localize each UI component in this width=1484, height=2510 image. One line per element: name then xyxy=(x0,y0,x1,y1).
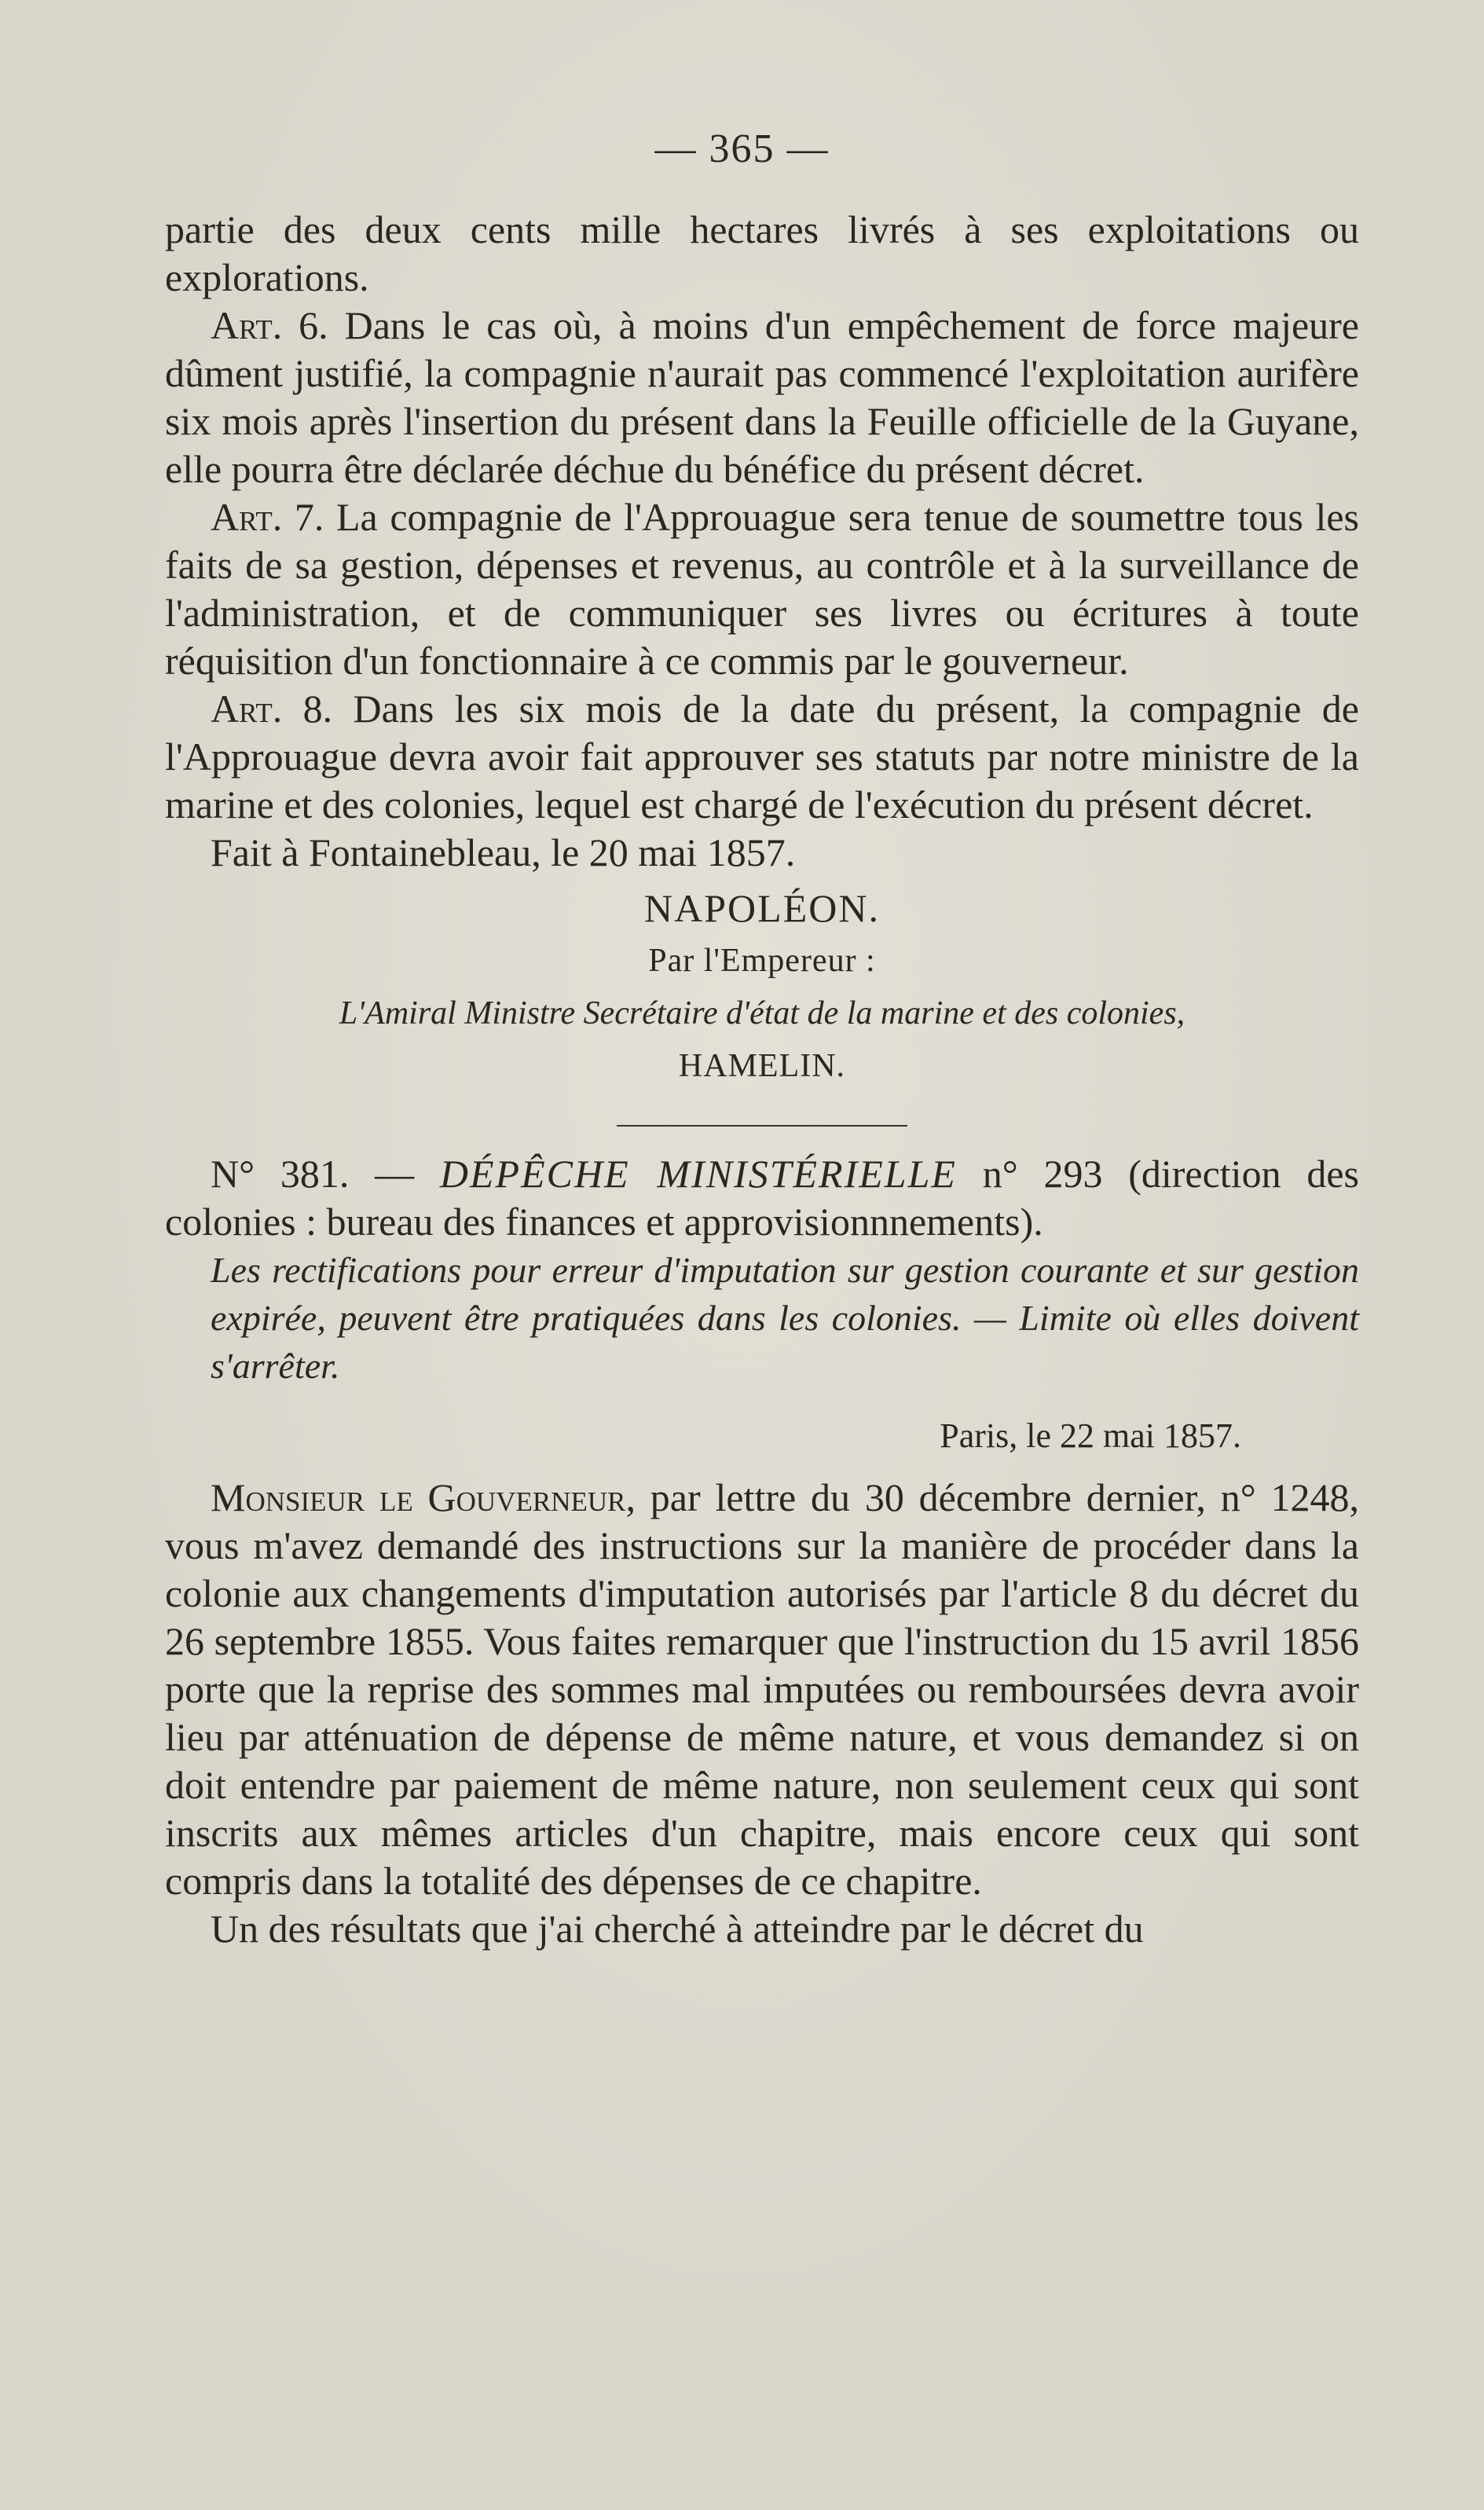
letter-paragraph-2 xyxy=(165,1905,1359,1953)
article-text: Dans les six mois de la date du présent, la compagnie de l'Approuague devra avoir fait approuver ses statuts par notre ministre de la marine et des colonies, lequel est chargé de l'exécution du présent décret. xyxy=(165,687,1359,826)
article-label: Art. 8. xyxy=(211,687,333,731)
article-text: Dans le cas où, à moins d'un empêchement de force majeure dûment justifié, la compagnie n'aurait pas commencé l'exploitation aurifère six mois après l'insertion du présent dans la Feuille officielle de la Guyane, elle pourra être déclarée déchue du bénéfice du présent décret. xyxy=(165,303,1359,491)
section-number: N° 381. — xyxy=(211,1152,440,1196)
section-heading xyxy=(165,1150,1359,1246)
fait-text: Fait à Fontainebleau, le 20 mai 1857. xyxy=(211,830,796,874)
article-8 xyxy=(165,685,1359,829)
article-6 xyxy=(165,302,1359,493)
section-title: DÉPÊCHE MINISTÉRIELLE xyxy=(439,1152,957,1196)
letter-dateline: Paris, le 22 mai 1857. xyxy=(940,1416,1241,1455)
section-heading-rest: n° 293 (direction des colonies : bureau des finances et approvisionnnements). xyxy=(165,1152,1359,1244)
article-label: Art. 7. xyxy=(211,495,324,539)
letter-text: Un des résultats que j'ai cherché à atteindre par le décret du xyxy=(211,1907,1144,1951)
section-summary xyxy=(165,1246,1359,1390)
signature-par: Par l'Empereur : xyxy=(648,943,876,979)
main-text xyxy=(165,206,1359,1953)
page-number: — 365 — xyxy=(654,126,830,171)
letter-paragraph-1 xyxy=(165,1474,1359,1905)
section-divider xyxy=(617,1125,907,1127)
signature-minister-title: L'Amiral Ministre Secrétaire d'état de la marine et des colonies, xyxy=(339,995,1185,1031)
fait-line xyxy=(165,829,1359,877)
summary-text: Les rectifications pour erreur d'imputation sur gestion courante et sur gestion expirée, peuvent être pratiquées dans les colonies. — Limite où elles doivent s'arrêter. xyxy=(211,1250,1359,1386)
paragraph-continuation xyxy=(165,206,1359,302)
article-7 xyxy=(165,493,1359,685)
signature-name: NAPOLÉON. xyxy=(644,886,880,930)
article-label: Art. 6. xyxy=(211,303,328,347)
paragraph-text: partie des deux cents mille hectares livrés à ses exploitations ou explorations. xyxy=(165,207,1359,299)
article-text: La compagnie de l'Approuague sera tenue de soumettre tous les faits de sa gestion, dépenses et revenus, au contrôle et à la surveillance de l'administration, et de communiquer ses livres ou écritures à toute réquisition d'un fonctionnaire à ce commis par le gouverneur. xyxy=(165,495,1359,683)
signature-minister-name: HAMELIN. xyxy=(678,1048,846,1084)
letter-salutation: Monsieur le Gouverneur, xyxy=(211,1475,636,1519)
letter-text: par lettre du 30 décembre dernier, n° 1248, vous m'avez demandé des instructions sur la manière de procéder dans la colonie aux changements d'imputation autorisés par l'article 8 du décret du 26 septembre 1855. Vous faites remarquer que l'instruction du 15 avril 1856 porte que la reprise des sommes mal imputées ou remboursées devra avoir lieu par atténuation de dépense de même nature, et vous demandez si on doit entendre par paiement de même nature, non seulement ceux qui sont inscrits aux mêmes articles d'un chapitre, mais encore ceux qui sont compris dans la totalité des dépenses de ce chapitre. xyxy=(165,1475,1360,1903)
